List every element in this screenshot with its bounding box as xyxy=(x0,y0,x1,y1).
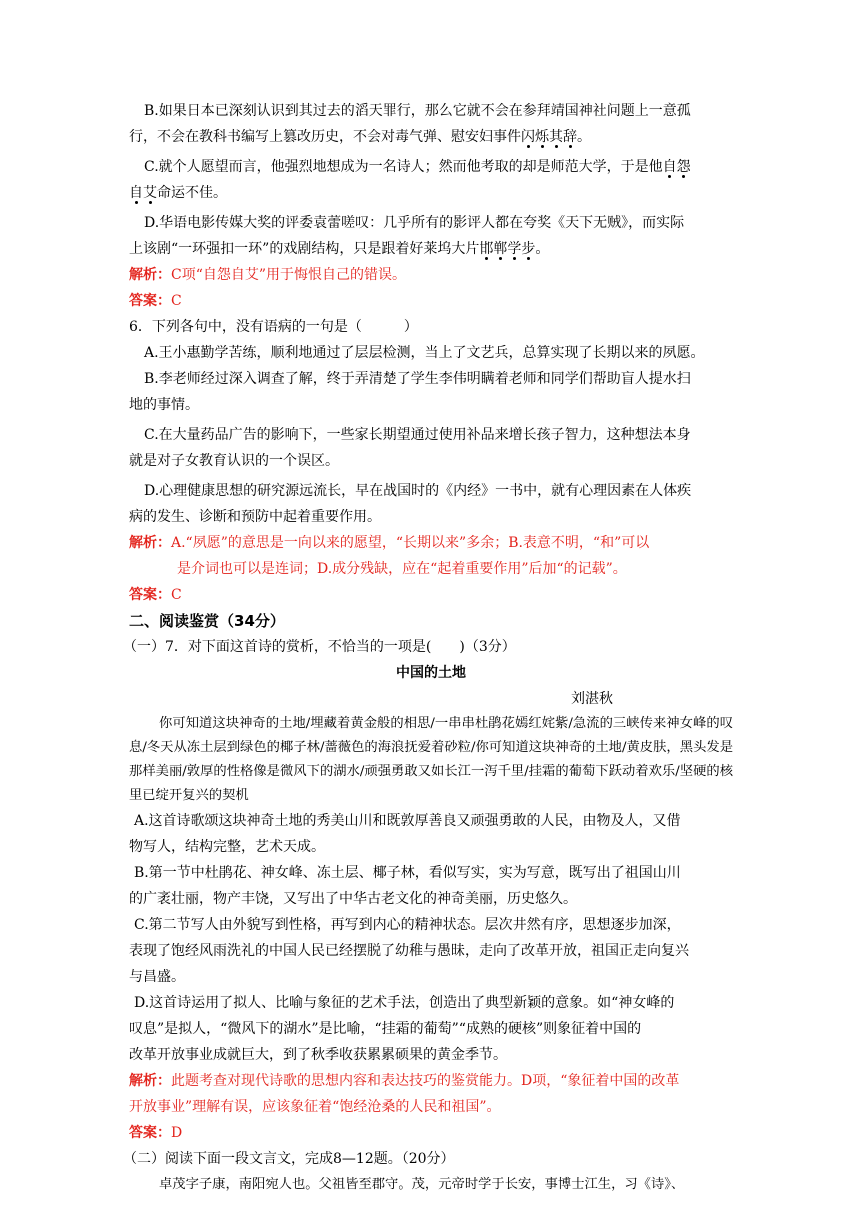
poem-text: 你可知道这块神奇的土地/埋藏着黄金般的相思/一串串杜鹃花嫣红姹紫/急流的三峡传来神女峰的叹息/冬天从冻土层到绿色的椰子林/蔷薇色的海浪抚爱着砂粒/你可知道这块神奇的土地/黄皮肤，黑头发是那样美丽/敦厚的性格像是微风下的湖水/顽强勇敢又如长江一泻千里/挂霜的葡萄下跃动着欢乐/坚硬的核里已绽开复兴的契机 xyxy=(129,716,733,803)
q6-option-d: D.心理健康思想的研究源远流长，早在战国时的《内经》一书中，就有心理因素在人体疾 xyxy=(144,483,692,499)
section-title: 二、阅读鉴赏（34分） xyxy=(129,612,285,630)
q6-option-d-cont: 病的发生、诊断和预防中起着重要作用。 xyxy=(129,509,381,525)
q7-option-b-cont: 的广袤壮丽，物产丰饶，又写出了中华古老文化的神奇美丽，历史悠久。 xyxy=(129,891,577,907)
poem-title: 中国的土地 xyxy=(396,665,466,681)
q7-option-a: A.这首诗歌颂这块神奇土地的秀美山川和既敦厚善良又顽强勇敢的人民，由物及人，又借 xyxy=(134,813,681,829)
part2-stem: （二）阅读下面一段文言文，完成8—12题。（20分） xyxy=(123,1151,455,1167)
q7-option-b: B.第一节中杜鹃花、神女峰、冻土层、椰子林，看似写实，实为写意，既写出了祖国山川 xyxy=(134,865,681,881)
q5-option-c: C.就个人愿望而言，他强烈地想成为一名诗人；然而他考取的却是师范大学，于是他自怨 xyxy=(144,159,691,175)
q5-answer: 答案：C xyxy=(129,293,182,309)
q7-option-d-cont: 叹息”是拟人，“微风下的湖水”是比喻，“挂霜的葡萄”“成熟的硬核”则象征着中国的 xyxy=(129,1021,642,1037)
q7-analysis: 解析：此题考查对现代诗歌的思想内容和表达技巧的鉴赏能力。D项，“象征着中国的改革 开放事业”理解有误，应该象征着“饱经沧桑的人民和祖国”。 xyxy=(129,1073,680,1115)
q6-option-a: A.王小惠勤学苦练，顺利地通过了层层检测，当上了文艺兵，总算实现了长期以来的夙愿。 xyxy=(144,345,705,361)
classical-text: 卓茂字子康，南阳宛人也。父祖皆至郡守。茂，元帝时学于长安，事博士江生，习《诗》、 xyxy=(159,1177,685,1192)
dotted-phrase: 自艾 xyxy=(129,185,157,201)
q5-option-b: B.如果日本已深刻认识到其过去的滔天罪行，那么它就不会在参拜靖国神社问题上一意孤 xyxy=(144,103,691,119)
q7-option-c: C.第二节写人由外貌写到性格，再写到内心的精神状态。层次井然有序，思想逐步加深， xyxy=(134,917,681,933)
dotted-phrase: 自怨 xyxy=(662,159,691,175)
q6-option-b-cont: 地的事情。 xyxy=(129,397,199,413)
q7-answer: 答案：D xyxy=(129,1125,183,1141)
q6-analysis: 解析：A.“夙愿”的意思是一向以来的愿望，“长期以来”多余；B.表意不明，“和”可以 是介词也可以是连词；D.成分残缺，应在“起着重要作用”后加“的记载”。 xyxy=(129,535,650,577)
poem-author: 刘湛秋 xyxy=(571,691,613,707)
q7-option-a-cont: 物写人，结构完整，艺术天成。 xyxy=(129,839,325,855)
q6-answer: 答案：C xyxy=(129,587,182,603)
q6-option-b: B.李老师经过深入调查了解，终于弄清楚了学生李伟明瞒着老师和同学们帮助盲人提水扫 xyxy=(144,371,691,387)
q7-option-c-cont: 表现了饱经风雨洗礼的中国人民已经摆脱了幼稚与愚昧，走向了改革开放，祖国正走向复兴 xyxy=(129,943,689,959)
q5-analysis: 解析：C项“自怨自艾”用于悔恨自己的错误。 xyxy=(129,267,407,283)
q6-option-c-cont: 就是对子女教育认识的一个误区。 xyxy=(129,453,339,469)
dotted-phrase: 闪烁其辞 xyxy=(521,129,577,145)
q6-stem: 6．下列各句中，没有语病的一句是（ ） xyxy=(129,319,418,335)
q5-option-d: D.华语电影传媒大奖的评委袁蕾嗟叹：几乎所有的影评人都在夸奖《天下无贼》，而实际 xyxy=(144,215,685,231)
q5-option-b-cont: 行，不会在教科书编写上篡改历史，不会对毒气弹、慰安妇事件闪烁其辞。 xyxy=(129,129,591,145)
q5-option-c-cont: 自艾命运不佳。 xyxy=(129,185,227,201)
dotted-phrase: 邯郸学步 xyxy=(479,241,536,257)
q7-option-d: D.这首诗运用了拟人、比喻与象征的艺术手法，创造出了典型新颖的意象。如“神女峰的 xyxy=(134,995,675,1011)
q5-option-d-cont: 上该剧“一环强扣一环”的戏剧结构，只是跟着好莱坞大片邯郸学步。 xyxy=(129,241,550,257)
q6-option-c: C.在大量药品广告的影响下，一些家长期望通过使用补品来增长孩子智力，这种想法本身 xyxy=(144,427,691,443)
q7-stem: （一）7．对下面这首诗的赏析，不恰当的一项是( )（3分） xyxy=(123,639,516,655)
document-content xyxy=(123,98,733,1198)
q7-option-c-cont2: 与昌盛。 xyxy=(129,969,185,985)
q7-option-d-cont2: 改革开放事业成就巨大，到了秋季收获累累硕果的黄金季节。 xyxy=(129,1047,507,1063)
